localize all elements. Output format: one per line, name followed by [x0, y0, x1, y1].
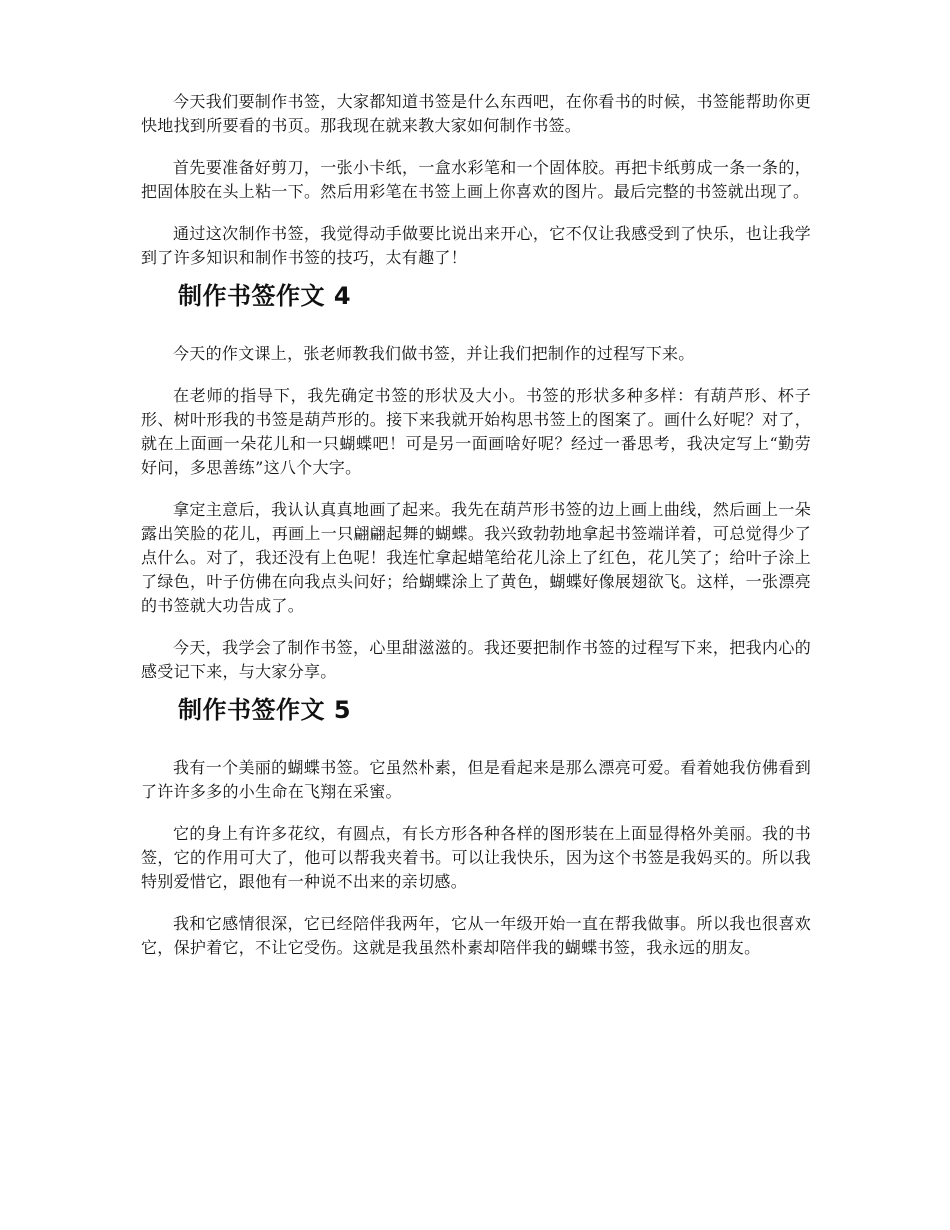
essay-5-title: 制作书签作文 5: [178, 696, 352, 724]
essay-4-title: 制作书签作文 4: [178, 282, 352, 310]
essay-4-paragraph-4: 今天，我学会了制作书签，心里甜滋滋的。我还要把制作书签的过程写下来，把我内心的感受记下来，与大家分享。: [141, 638, 811, 681]
intro-paragraph-3: 通过这次制作书签，我觉得动手做要比说出来开心，它不仅让我感受到了快乐，也让我学到了许多知识和制作书签的技巧，太有趣了！: [141, 224, 811, 267]
intro-paragraph-1: 今天我们要制作书签，大家都知道书签是什么东西吧，在你看书的时候，书签能帮助你更快地找到所要看的书页。那我现在就来教大家如何制作书签。: [141, 92, 811, 135]
essay-5-paragraph-3: 我和它感情很深，它已经陪伴我两年，它从一年级开始一直在帮我做事。所以我也很喜欢它，保护着它，不让它受伤。这就是我虽然朴素却陪伴我的蝴蝶书签，我永远的朋友。: [141, 914, 811, 957]
essay-4-paragraph-2: 在老师的指导下，我先确定书签的形状及大小。书签的形状多种多样：有葫芦形、杯子形、树叶形我的书签是葫芦形的。接下来我就开始构思书签上的图案了。画什么好呢？对了，就在上面画一朵花儿和一只蝴蝶吧！可是另一面画啥好呢？经过一番思考，我决定写上“勤劳好问，多思善练”这八个大字。: [141, 386, 811, 477]
essay-4-paragraph-1: 今天的作文课上，张老师教我们做书签，并让我们把制作的过程写下来。: [173, 344, 695, 363]
document-page: [141, 90, 811, 978]
essay-5-paragraph-2: 它的身上有许多花纹，有圆点，有长方形各种各样的图形装在上面显得格外美丽。我的书签，它的作用可大了，他可以帮我夹着书。可以让我快乐，因为这个书签是我妈买的。所以我特别爱惜它，跟他有一种说不出来的亲切感。: [141, 824, 811, 891]
intro-paragraph-2: 首先要准备好剪刀，一张小卡纸，一盒水彩笔和一个固体胶。再把卡纸剪成一条一条的，把固体胶在头上粘一下。然后用彩笔在书签上画上你喜欢的图片。最后完整的书签就出现了。: [141, 158, 811, 201]
essay-5-paragraph-1: 我有一个美丽的蝴蝶书签。它虽然朴素，但是看起来是那么漂亮可爱。看着她我仿佛看到了许许多多的小生命在飞翔在采蜜。: [141, 758, 811, 801]
essay-4-paragraph-3: 拿定主意后，我认认真真地画了起来。我先在葫芦形书签的边上画上曲线，然后画上一朵露出笑脸的花儿，再画上一只翩翩起舞的蝴蝶。我兴致勃勃地拿起书签端详着，可总觉得少了点什么。对了，我还没有上色呢！我连忙拿起蜡笔给花儿涂上了红色，花儿笑了；给叶子涂上了绿色，叶子仿佛在向我点头问好；给蝴蝶涂上了黄色，蝴蝶好像展翅欲飞。这样，一张漂亮的书签就大功告成了。: [141, 500, 811, 615]
